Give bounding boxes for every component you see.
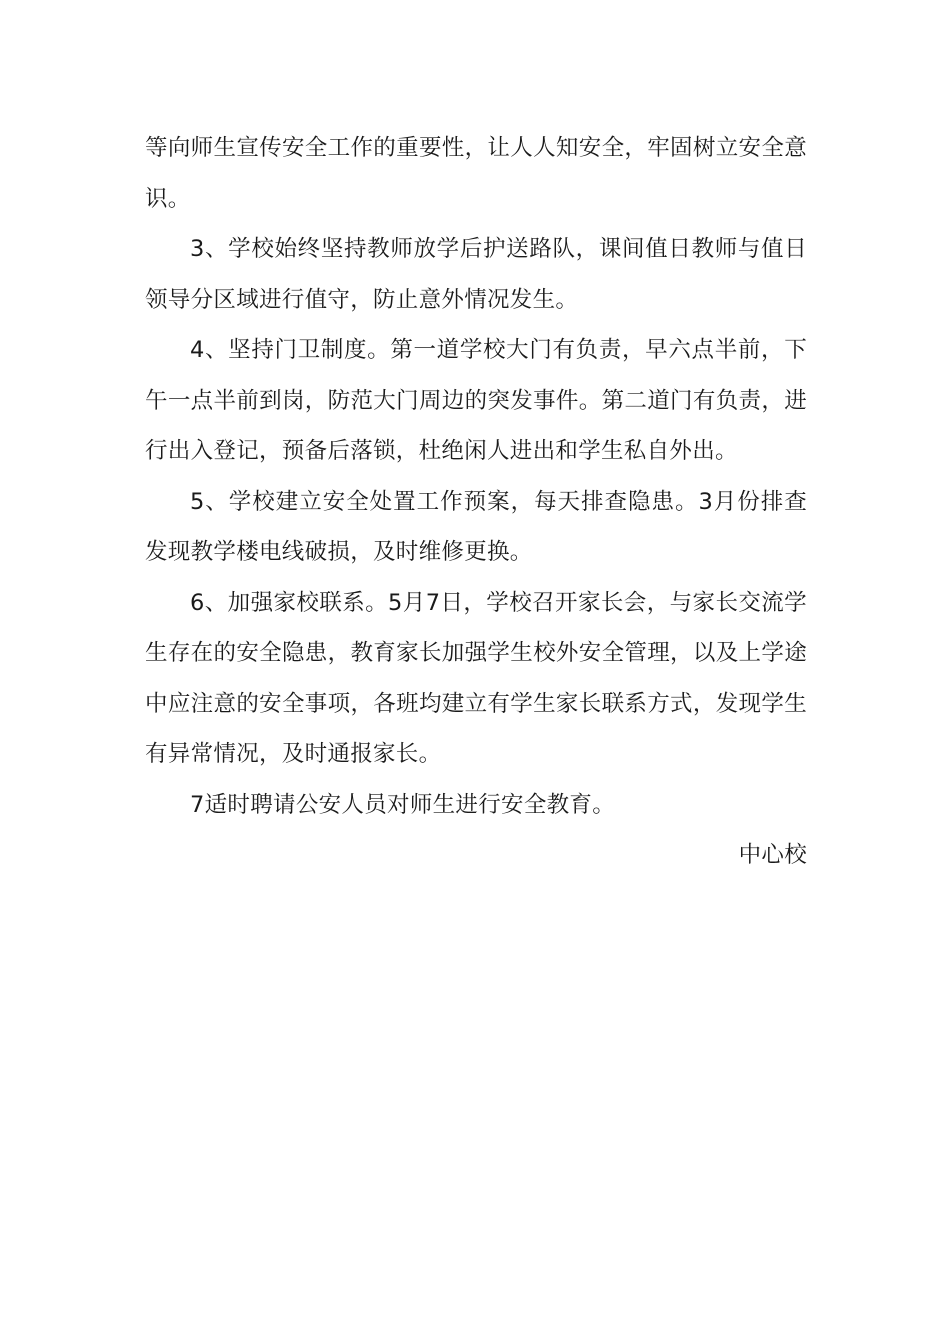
- paragraph-1: 等向师生宣传安全工作的重要性，让人人知安全，牢固树立安全意识。: [145, 135, 807, 212]
- paragraph-item-6: 6、加强家校联系。5月7日，学校召开家长会，与家长交流学生存在的安全隐患，教育家长加强学生校外安全管理，以及上学途中应注意的安全事项，各班均建立有学生家长联系方式，发现学生有异常情况，及时通报家长。: [145, 589, 807, 767]
- paragraph-item-3: 3、学校始终坚持教师放学后护送路队，课间值日教师与值日领导分区域进行值守，防止意外情况发生。: [145, 236, 807, 313]
- signature: 中心校: [738, 842, 807, 868]
- paragraph-item-7: 7适时聘请公安人员对师生进行安全教育。: [190, 791, 616, 818]
- paragraph-item-4: 4、坚持门卫制度。第一道学校大门有负责，早六点半前，下午一点半前到岗，防范大门周边的突发事件。第二道门有负责，进行出入登记，预备后落锁，杜绝闲人进出和学生私自外出。: [145, 337, 807, 464]
- paragraph-item-5: 5、学校建立安全处置工作预案，每天排查隐患。3月份排查发现教学楼电线破损，及时维修更换。: [145, 488, 807, 565]
- document-body: [145, 123, 807, 881]
